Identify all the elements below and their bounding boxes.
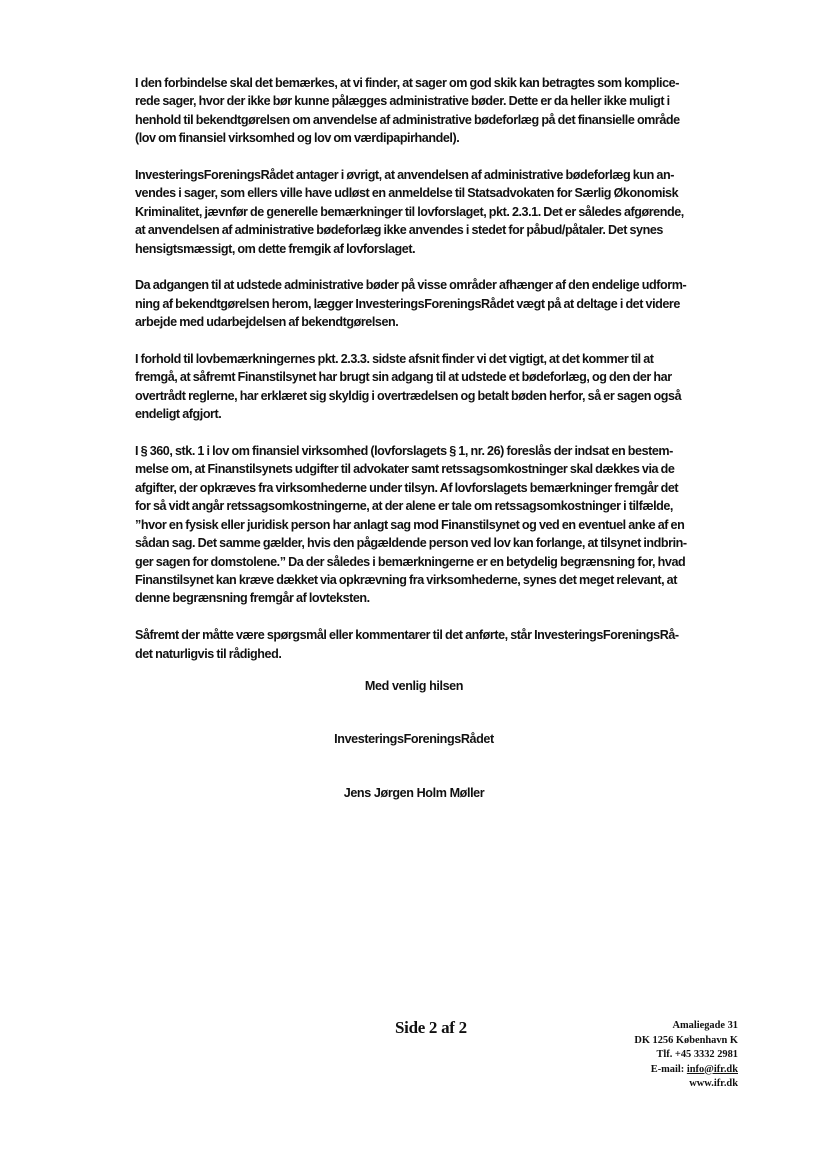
- text-line: arbejde med udarbejdelsen af bekendtgørelsen.: [135, 315, 399, 330]
- page-number: Side 2 af 2: [395, 1018, 467, 1037]
- website-link[interactable]: www.ifr.dk: [689, 1078, 738, 1089]
- text-line: overtrådt reglerne, har erklæret sig skyldig i overtrædelsen og betalt bøden herfor, så er sagen også: [135, 388, 682, 403]
- text-line: I § 360, stk. 1 i lov om finansiel virksomhed (lovforslagets § 1, nr. 26) foreslås der indsat en bestem-: [135, 444, 673, 459]
- paragraph-contact-offer: [135, 626, 747, 663]
- text-line: rede sager, hvor der ikke bør kunne pålægges administrative bøder. Dette er da heller ikke muligt i: [135, 94, 670, 109]
- closing-signatory: Jens Jørgen Holm Møller: [343, 786, 485, 800]
- text-line: sådan sag. Det samme gælder, hvis den pågældende person ved lov kan forlange, at tilsynet indbrin-: [135, 536, 687, 551]
- paragraph-final-settlement: [135, 350, 747, 424]
- text-line: afgifter, der opkræves fra virksomhederne under tilsyn. Af lovforslagets bemærkninger fremgår det: [135, 480, 679, 495]
- text-line: denne begrænsning fremgår af lovteksten.: [135, 591, 370, 606]
- paragraph-fine-notices-scope: [135, 166, 747, 258]
- text-line: ger sagen for domstolene.” Da der således i bemærkningerne er en betydelig begrænsning for, hvad: [135, 554, 686, 569]
- text-line: melse om, at Finanstilsynets udgifter til advokater samt retssagsomkostninger skal dækkes via de: [135, 462, 675, 477]
- address-phone: Tlf. +45 3332 2981: [656, 1049, 738, 1060]
- paragraph-executive-order: [135, 276, 747, 331]
- paragraph-administrative-fines: [135, 74, 747, 148]
- text-line: (lov om finansiel virksomhed og lov om værdipapirhandel).: [135, 131, 460, 146]
- address-email-line: [634, 1063, 738, 1078]
- text-line: det naturligvis til rådighed.: [135, 646, 282, 661]
- text-line: Finanstilsynet kan kræve dækket via opkrævning fra virksomhederne, synes det meget relevant, at: [135, 572, 677, 587]
- letter-body: [135, 74, 747, 681]
- address-city: DK 1256 København K: [634, 1034, 738, 1046]
- text-line: fremgå, at såfremt Finanstilsynet har brugt sin adgang til at udstede et bødeforlæg, og den der har: [135, 370, 672, 385]
- text-line: at anvendelsen af administrative bødeforlæg ikke anvendes i stedet for påbud/påtaler. Det synes: [135, 223, 663, 238]
- text-line: hensigtsmæssigt, om dette fremgik af lovforslaget.: [135, 241, 416, 256]
- text-line: Kriminalitet, jævnfør de generelle bemærkninger til lovforslaget, pkt. 2.3.1. Det er således afgørende,: [135, 204, 684, 219]
- text-line: ”hvor en fysisk eller juridisk person har anlagt sag mod Finanstilsynet og ved en eventuel anke af en: [135, 517, 685, 532]
- paragraph-legal-costs: [135, 442, 747, 608]
- text-line: for så vidt angår retssagsomkostningerne, at der alene er tale om retssagsomkostninger i tilfælde,: [135, 499, 673, 514]
- text-line: endeligt afgjort.: [135, 407, 222, 422]
- text-line: I den forbindelse skal det bemærkes, at vi finder, at sager om god skik kan betragtes som komplice-: [135, 76, 679, 90]
- address-street: Amaliegade 31: [672, 1020, 738, 1031]
- footer-address: [634, 1019, 738, 1092]
- text-line: InvesteringsForeningsRådet antager i øvrigt, at anvendelsen af administrative bødeforlæg kun an-: [135, 168, 674, 183]
- text-line: I forhold til lovbemærkningernes pkt. 2.3.3. sidste afsnit finder vi det vigtigt, at det kommer til at: [135, 352, 654, 367]
- text-line: Da adgangen til at udstede administrative bøder på visse områder afhænger af den endelige udform-: [135, 278, 687, 293]
- text-line: henhold til bekendtgørelsen om anvendelse af administrative bødeforlæg på det finansielle område: [135, 112, 680, 127]
- text-line: Såfremt der måtte være spørgsmål eller kommentarer til det anførte, står InvesteringsForeningsRå-: [135, 628, 679, 643]
- text-line: vendes i sager, som ellers ville have udløst en anmeldelse til Statsadvokaten for Særlig Økonomisk: [135, 186, 679, 201]
- text-line: ning af bekendtgørelsen herom, lægger InvesteringsForeningsRådet vægt på at deltage i det videre: [135, 296, 680, 311]
- closing-organization: InvesteringsForeningsRådet: [334, 732, 494, 746]
- email-link[interactable]: info@ifr.dk: [686, 1063, 738, 1075]
- closing-greeting: Med venlig hilsen: [364, 679, 464, 693]
- email-label: E-mail:: [650, 1063, 687, 1075]
